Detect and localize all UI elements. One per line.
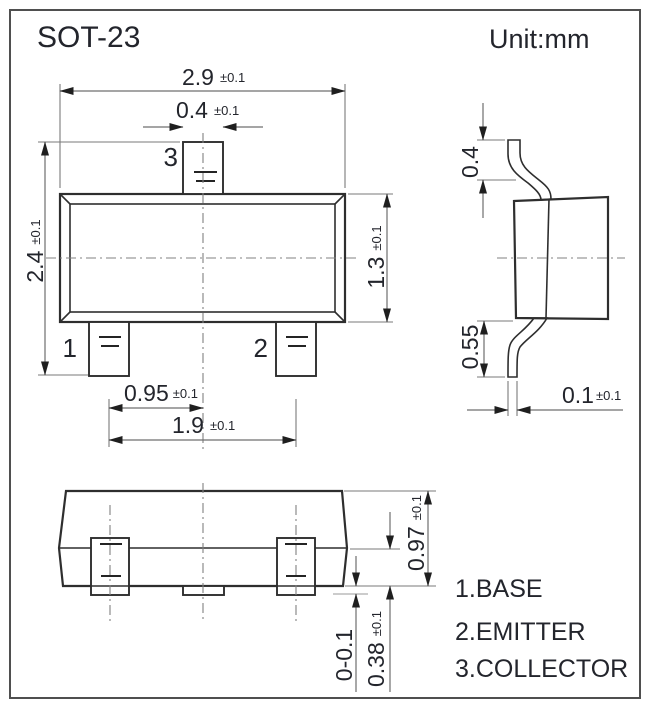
dim-tab-width-text: 0.4 ±0.1: [176, 97, 240, 123]
dim-lead-pitch-text: 0.95 ±0.1: [124, 380, 198, 406]
dim-body-width-text: 2.9 ±0.1: [182, 64, 246, 90]
dim-lead-thickness-text: 0.1 ±0.1: [562, 382, 622, 408]
legend-item-base: 1.BASE: [455, 575, 543, 603]
legend-item-emitter: 2.EMITTER: [455, 618, 586, 646]
unit-label: Unit:mm: [489, 24, 590, 54]
pin1-label: 1: [62, 333, 77, 363]
pin1-pad: [89, 322, 129, 376]
dim-lead-bottom-height: [457, 321, 513, 377]
dim-lead-span: [109, 399, 296, 447]
side-view: [457, 103, 625, 416]
dim-lead-top-height-text: 0.4: [457, 146, 483, 178]
dim-lead-bottom-height-text: 0.55: [457, 324, 483, 370]
dim-body-height: [403, 491, 429, 586]
dim-lead-thickness: [467, 381, 623, 416]
dim-body-height-text: 0.97±0.1: [403, 495, 429, 571]
dim-standoff-text: 0-0.1: [331, 628, 357, 682]
package-title: SOT-23: [37, 21, 141, 54]
dim-lead-width-front-text: 0.38±0.1: [363, 611, 389, 687]
dim-tab-width: [143, 97, 263, 127]
dim-lead-span-text: 1.9 ±0.1: [172, 412, 236, 438]
dim-lead-top-height: [457, 103, 516, 218]
dim-body-length-text: 1.3±0.1: [363, 225, 389, 289]
pin-legend: [455, 575, 628, 683]
pin2-pad: [276, 322, 316, 376]
lead-bottom-side: [508, 318, 547, 377]
top-view: [22, 64, 393, 450]
lead-top-side: [508, 140, 551, 200]
legend-item-collector: 3.COLLECTOR: [455, 655, 629, 683]
front-view: [59, 483, 436, 692]
pin3-label: 3: [163, 142, 178, 172]
pin2-label: 2: [253, 333, 268, 363]
dim-lead-width-front: [363, 512, 390, 692]
dim-overall-length-text: 2.4±0.1: [22, 219, 48, 283]
